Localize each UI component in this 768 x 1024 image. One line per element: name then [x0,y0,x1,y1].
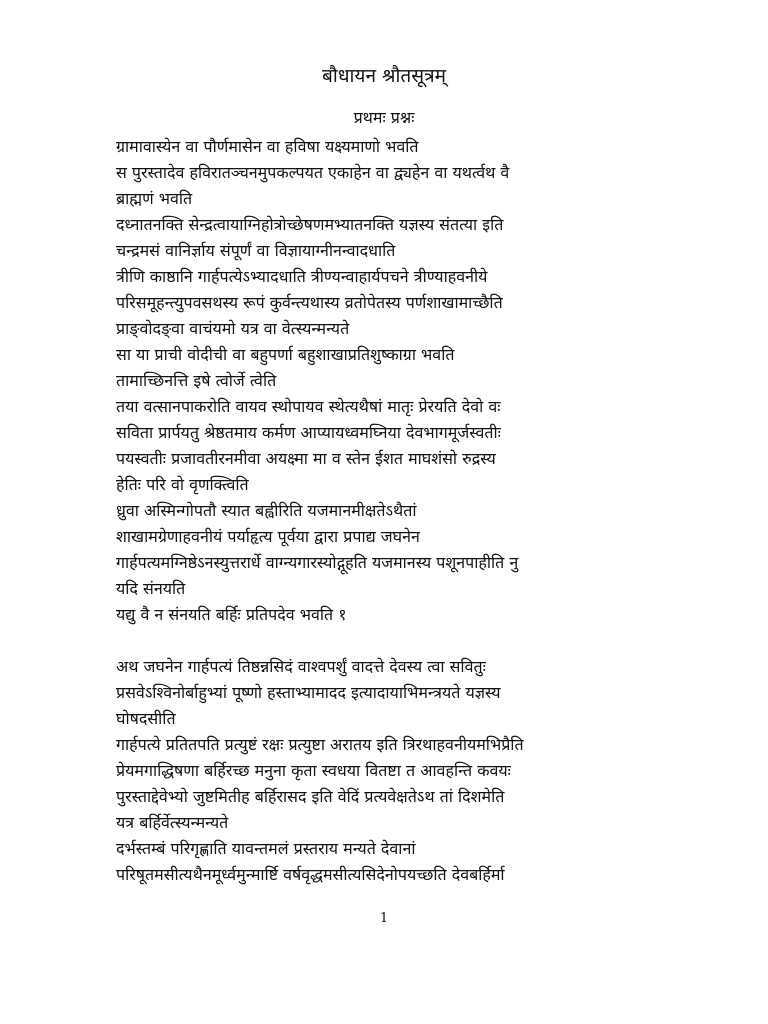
text-line: तया वत्सानपाकरोति वायव स्थोपायव स्थेत्यथैषां मातृः प्रेरयति देवो वः [116,397,501,416]
text-line: चन्द्रमसं वानिर्ज्ञाय संपूर्णं वा विज्ञायाग्नीनन्वादधाति [116,241,396,260]
text-line: अथ जघनेन गार्हपत्यं तिष्ठन्नसिदं वाश्वपर्शुं वादत्ते देवस्य त्वा सवितुः [116,657,486,676]
text-line: ग्रामावास्येन वा पौर्णमासेन वा हविषा यक्ष्यमाणो भवति [116,137,419,156]
page-number: 1 [379,911,389,926]
text-line: दर्भस्तम्बं परिगृह्णाति यावन्तमलं प्रस्तराय मन्यते देवानां [116,839,416,858]
text-line: गार्हपत्ये प्रतितपति प्रत्युष्टं रक्षः प्रत्युष्टा अरातय इति त्रिरथाहवनीयमभिप्रैति [116,735,524,754]
text-line: परिसमूहन्त्युपवसथस्य रूपं कुर्वन्त्यथास्य व्रतोपेतस्य पर्णशाखामाच्छैति [116,293,503,312]
text-line: शाखामग्रेणाहवनीयं पर्याहृत्य पूर्वया द्वारा प्रपाद्य जघनेन [116,527,420,546]
text-line: घोषदसीति [116,709,176,728]
text-line: सा या प्राची वोदीची वा बहुपर्णा बहुशाखाप्रतिशुष्काग्रा भवति [116,345,455,364]
text-line: सविता प्रार्पयतु श्रेष्ठतमाय कर्मण आप्यायध्वमघ्निया देवभागमूर्जस्वतीः [116,423,501,442]
text-line: यत्र बर्हिर्वेत्स्यन्मन्यते [116,813,229,832]
text-line: यदि संनयति [116,579,186,598]
text-line: त्रीणि काष्ठानि गार्हपत्येऽभ्यादधाति त्रीण्यन्वाहार्यपचने त्रीण्याहवनीये [116,267,488,286]
text-line: प्राङ्वोदङ्वा वाचंयमो यत्र वा वेत्स्यन्मन्यते [116,319,350,338]
text-line: पयस्वतीः प्रजावतीरनमीवा अयक्ष्मा मा व स्तेन ईशत माघशंसो रुद्रस्य [116,449,496,468]
text-line: प्रसवेऽश्विनोर्बाहुभ्यां पूष्णो हस्ताभ्यामादद इत्यादायाभिमन्त्रयते यज्ञस्य [116,683,501,702]
text-line: ब्राह्मणं भवति [116,189,193,208]
text-line: गार्हपत्यमग्निष्ठेऽनस्युत्तरार्धे वाग्न्यगारस्योद्गूहति यजमानस्य पशूनपाहीति नु [116,553,519,572]
text-line: हेतिः परि वो वृणक्त्विति [116,475,249,494]
text-line: तामाच्छिनत्ति इषे त्वोर्जे त्वेति [116,371,277,390]
text-line: दध्नातनक्ति सेन्द्रत्वायाग्निहोत्रोच्छेषणमभ्यातनक्ति यज्ञस्य संतत्या इति [116,215,504,234]
document-title: बौधायन श्रौतसूत्रम् [322,65,446,87]
paragraph-1 [116,134,676,628]
text-line: परिषूतमसीत्यथैनमूर्ध्वमुन्मार्ष्टि वर्षवृद्धमसीत्यसिदेनोपयच्छति देवबर्हिर्मा [116,865,505,884]
chapter-heading: प्रथमः प्रश्नः [353,108,415,127]
text-line: स पुरस्तादेव हविरातञ्चनमुपकल्पयत एकाहेन वा द्व्यहेन वा यथर्त्वथ वै [116,163,510,182]
text-line: पुरस्ताद्देवेभ्यो जुष्टमितीह बर्हिरासद इति वेदिं प्रत्यवेक्षतेऽथ तां दिशमेति [116,787,505,806]
paragraph-spacer [116,628,676,654]
body-text [116,134,676,888]
text-line: प्रेयमगाद्धिषणा बर्हिरच्छ मनुना कृता स्वधया वितष्टा त आवहन्ति कवयः [116,761,511,780]
text-line: ध्रुवा अस्मिन्गोपतौ स्यात बह्वीरिति यजमानमीक्षतेऽथैतां [116,501,417,520]
text-line: यद्यु वै न संनयति बर्हिः प्रतिपदेव भवति १ [116,605,347,624]
paragraph-2 [116,654,676,888]
